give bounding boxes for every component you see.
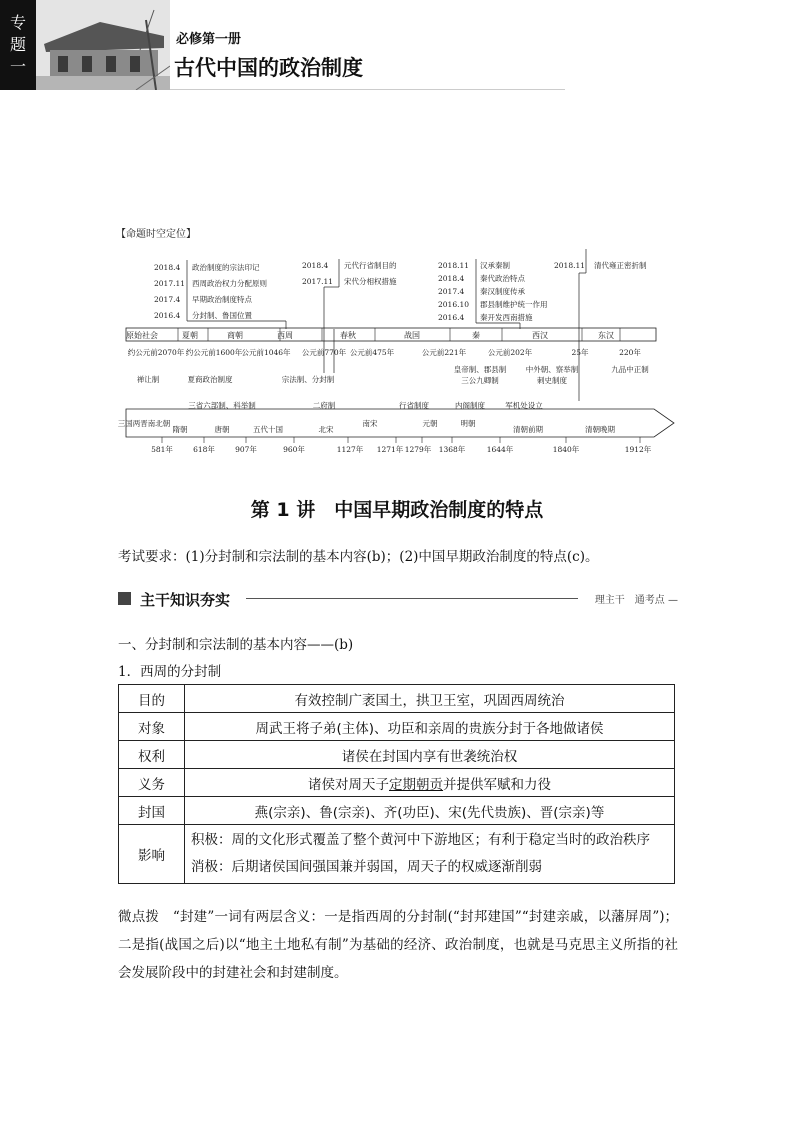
badge-char: 一 (9, 57, 26, 76)
square-bullet-icon (118, 592, 131, 605)
row-value: 有效控制广袤国土，拱卫王室，巩固西周统治 (185, 685, 675, 713)
exam-note-date: 2018.11 (554, 261, 586, 270)
exam-note-topic: 宋代分相权措施 (344, 277, 397, 286)
year-label: 约公元前1600年 (185, 348, 243, 357)
dynasty-label: 商朝 (227, 331, 243, 340)
dynasty-label: 五代十国 (253, 425, 283, 434)
value-text: 诸侯对周天子 (308, 776, 389, 793)
chapter-title: 古代中国的政治制度 (174, 56, 363, 80)
year-label: 公元前475年 (349, 348, 395, 357)
table-row (119, 797, 675, 825)
year-label: 公元前221年 (421, 348, 467, 357)
year-label: 581年 (151, 445, 173, 454)
row-value (185, 825, 675, 884)
year-label: 约公元前2070年 (127, 348, 185, 357)
exam-note-topic: 政治制度的宗法印记 (192, 263, 260, 272)
exam-note-topic: 秦代政治特点 (480, 274, 525, 283)
badge-char: 题 (9, 35, 26, 54)
year-label: 公元前1046年 (241, 348, 291, 357)
content-heading: 一、分封制和宗法制的基本内容——(b) (118, 637, 354, 653)
year-label: 25年 (571, 348, 589, 357)
table-row (119, 825, 675, 884)
year-label: 1127年 (336, 445, 364, 454)
year-label: 960年 (283, 445, 305, 454)
dynasty-label: 隋朝 (172, 425, 188, 434)
dynasty-label: 元朝 (422, 419, 438, 428)
dynasty-label: 唐朝 (214, 425, 230, 434)
row-value: 诸侯在封国内享有世袭统治权 (185, 741, 675, 769)
exam-note-date: 2017.4 (438, 287, 465, 296)
year-label: 1368年 (438, 445, 466, 454)
exam-note-date: 2017.11 (154, 279, 186, 288)
system-label: 皇帝制、郡县制 (453, 365, 507, 374)
row-key: 义务 (119, 769, 185, 797)
tip-paragraph: 微点拨 “封建”一词有两层含义：一是指西周的分封制(“封邦建国”“封建亲戚，以藩屏周”)；二是指(战国之后)以“地主土地私有制”为基础的经济、政治制度，也就是马克思主义所指的社会发展阶段中的封建社会和封建制度。 (118, 909, 678, 981)
exam-note-date: 2018.4 (302, 261, 329, 270)
row-key: 影响 (119, 825, 185, 884)
system-label: 夏商政治制度 (187, 375, 233, 384)
system-label: 内阁制度 (455, 401, 485, 410)
year-label: 1912年 (624, 445, 652, 454)
system-label: 中外朝、察举制 (525, 365, 579, 374)
row-key: 对象 (119, 713, 185, 741)
dynasty-label: 夏朝 (182, 331, 198, 340)
system-label: 禅让制 (136, 375, 160, 384)
exam-note-topic: 早期政治制度特点 (192, 295, 252, 304)
section-tag: 理主干 通考点 — (594, 595, 678, 606)
exam-note-topic: 分封制、鲁国位置 (192, 311, 252, 320)
exam-note-date: 2016.4 (154, 311, 181, 320)
dynasty-label: 西汉 (532, 331, 548, 340)
dynasty-label: 秦 (472, 331, 480, 340)
dynasty-label: 北宋 (318, 425, 334, 434)
exam-note-topic: 秦开发西南措施 (480, 313, 533, 322)
dynasty-label: 西周 (277, 331, 293, 340)
system-label: 三公九卿制 (461, 376, 499, 385)
dynasty-label: 春秋 (340, 331, 356, 340)
exam-requirement: 考试要求：(1)分封制和宗法制的基本内容(b)；(2)中国早期政治制度的特点(c)。 (118, 549, 599, 565)
table-row (119, 713, 675, 741)
ancient-building-photo (36, 0, 170, 90)
exam-note-date: 2017.11 (302, 277, 334, 286)
exam-note-date: 2016.4 (438, 313, 465, 322)
exam-note-date: 2016.10 (438, 300, 470, 309)
dynasty-label: 原始社会 (126, 331, 158, 340)
table-row (119, 685, 675, 713)
timeline-heading: 【命题时空定位】 (116, 229, 196, 240)
exam-note-topic: 汉承秦制 (480, 261, 510, 270)
year-label: 1279年 (404, 445, 432, 454)
row-value: 周武王将子弟(主体)、功臣和亲周的贵族分封于各地做诸侯 (185, 713, 675, 741)
system-label: 刺史制度 (537, 376, 567, 385)
row-key: 目的 (119, 685, 185, 713)
year-label: 1840年 (552, 445, 580, 454)
exam-note-date: 2018.11 (438, 261, 470, 270)
system-label: 三省六部制、科举制 (188, 401, 256, 410)
badge-char: 专 (9, 13, 26, 32)
book-subtitle: 必修第一册 (176, 32, 242, 47)
exam-note-date: 2017.4 (154, 295, 181, 304)
exam-note-topic: 清代雍正密折制 (594, 261, 647, 270)
dynasty-label: 清朝晚期 (585, 425, 615, 434)
year-label: 1271年 (376, 445, 404, 454)
section-divider (246, 598, 578, 599)
year-label: 220年 (619, 348, 641, 357)
negative-impact: 消极：后期诸侯国间强国兼并弱国，周天子的权威逐渐削弱 (191, 859, 542, 875)
chapter-badge (0, 0, 36, 90)
year-label: 907年 (235, 445, 257, 454)
dynasty-label: 东汉 (598, 331, 614, 340)
exam-note-topic: 郡县制维护统一作用 (480, 300, 548, 309)
fengjian-table (118, 684, 675, 884)
exam-note-date: 2018.4 (438, 274, 465, 283)
exam-timeline-diagram (110, 225, 680, 460)
row-value: 燕(宗亲)、鲁(宗亲)、齐(功臣)、宋(先代贵族)、晋(宗亲)等 (185, 797, 675, 825)
section-header (118, 589, 678, 609)
row-key: 权利 (119, 741, 185, 769)
table-row (119, 769, 675, 797)
dynasty-label: 三国两晋南北朝 (117, 419, 171, 428)
value-text: 并提供军赋和力役 (443, 776, 551, 793)
exam-note-date: 2018.4 (154, 263, 181, 272)
system-label: 二府制 (312, 401, 336, 410)
exam-note-topic: 元代行省制目的 (344, 261, 397, 270)
banner-divider (170, 89, 565, 90)
section-title: 主干知识夯实 (140, 591, 231, 609)
content-subheading: 1．西周的分封制 (118, 664, 222, 680)
positive-impact: 积极：周的文化形式覆盖了整个黄河中下游地区；有利于稳定当时的政治秩序 (191, 832, 650, 848)
underlined-term: 定期朝贡 (389, 776, 443, 793)
system-label: 宗法制、分封制 (281, 375, 335, 384)
chapter-banner (0, 0, 565, 90)
dynasty-label: 明朝 (460, 419, 476, 428)
exam-note-topic: 秦汉制度传承 (480, 287, 525, 296)
year-label: 公元前770年 (301, 348, 347, 357)
lecture-title: 第 1 讲 中国早期政治制度的特点 (250, 499, 544, 521)
year-label: 1644年 (486, 445, 514, 454)
dynasty-label: 清朝前期 (513, 425, 543, 434)
dynasty-label: 南宋 (362, 419, 378, 428)
dynasty-label: 战国 (404, 331, 420, 340)
year-label: 618年 (193, 445, 215, 454)
row-value (185, 769, 675, 797)
system-label: 九品中正制 (611, 365, 649, 374)
year-label: 公元前202年 (487, 348, 533, 357)
table-row (119, 741, 675, 769)
exam-note-topic: 西周政治权力分配原则 (192, 279, 267, 288)
system-label: 军机处设立 (505, 401, 543, 410)
system-label: 行省制度 (399, 401, 429, 410)
row-key: 封国 (119, 797, 185, 825)
